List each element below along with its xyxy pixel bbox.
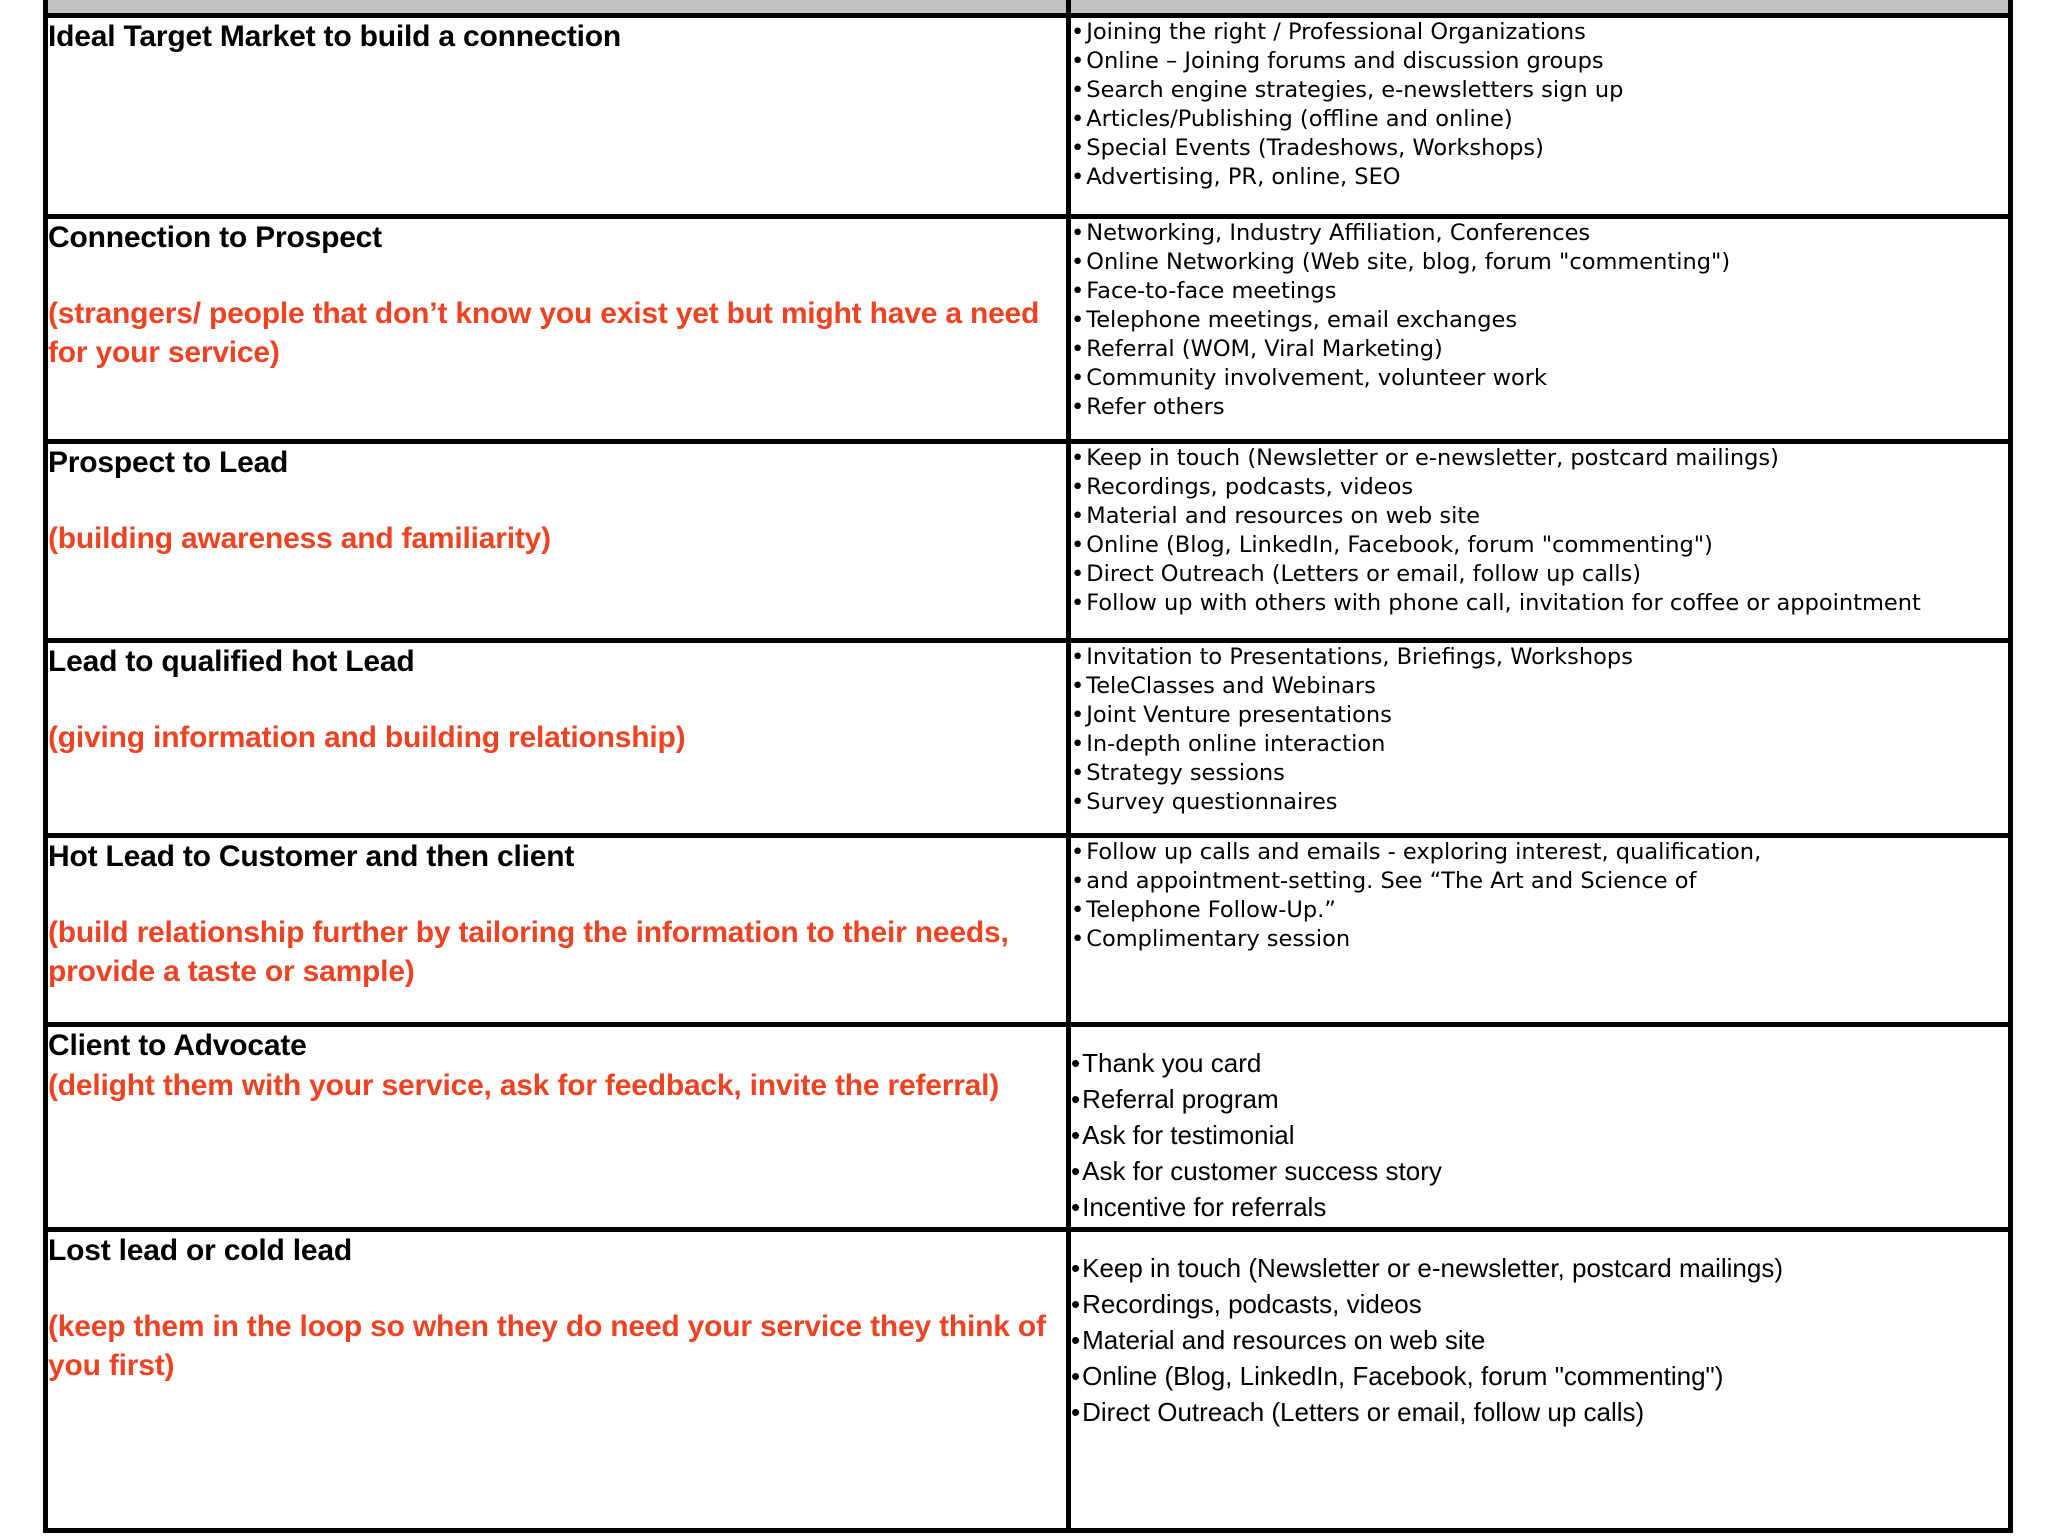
tactic-bullet: • Joint Venture presentations (1071, 701, 2008, 730)
tactic-bullet: • Online (Blog, LinkedIn, Facebook, forum "commenting") (1071, 531, 2008, 560)
stage-cell (46, 641, 1069, 836)
tactic-bullet: • Keep in touch (Newsletter or e-newsletter, postcard mailings) (1071, 444, 2008, 473)
tactics-cell (1069, 1025, 2011, 1230)
stage-title: Client to Advocate (48, 1029, 307, 1062)
stage-cell (46, 1025, 1069, 1230)
top-bar-row (46, 0, 2011, 16)
tactic-bullet: • Referral (WOM, Viral Marketing) (1071, 335, 2008, 364)
stage-cell (46, 1230, 1069, 1531)
tactic-bullet: • Ask for testimonial (1071, 1117, 2008, 1153)
tactic-bullet: • Articles/Publishing (offline and online) (1071, 105, 2008, 134)
tactics-cell (1069, 1230, 2011, 1531)
tactics-cell (1069, 836, 2011, 1025)
tactic-bullet: • Telephone Follow-Up.” (1071, 896, 2008, 925)
stage-cell (46, 217, 1069, 442)
tactic-bullet: • Material and resources on web site (1071, 502, 2008, 531)
stage-title: Connection to Prospect (48, 221, 382, 254)
tactic-bullet: • Direct Outreach (Letters or email, follow up calls) (1071, 560, 2008, 589)
table-row (46, 641, 2011, 836)
tactics-cell (1069, 217, 2011, 442)
tactic-bullet: • Advertising, PR, online, SEO (1071, 163, 2008, 192)
stage-cell (46, 16, 1069, 217)
tactic-bullet: • Networking, Industry Affiliation, Conferences (1071, 219, 2008, 248)
tactic-bullet: • Keep in touch (Newsletter or e-newsletter, postcard mailings) (1071, 1250, 2008, 1286)
marketing-funnel-table (43, 0, 2013, 1533)
stage-cell (46, 442, 1069, 641)
table-row (46, 16, 2011, 217)
table-row (46, 1025, 2011, 1230)
tactic-bullet: • Incentive for referrals (1071, 1189, 2008, 1225)
tactic-bullet: • and appointment-setting. See “The Art and Science of (1071, 867, 2008, 896)
tactic-bullet: • Online – Joining forums and discussion groups (1071, 47, 2008, 76)
table-row (46, 1230, 2011, 1531)
tactic-bullet: • Invitation to Presentations, Briefings, Workshops (1071, 643, 2008, 672)
tactic-bullet: • Thank you card (1071, 1045, 2008, 1081)
tactic-bullet: • Special Events (Tradeshows, Workshops) (1071, 134, 2008, 163)
tactic-bullet: • Community involvement, volunteer work (1071, 364, 2008, 393)
stage-subtitle: (delight them with your service, ask for feedback, invite the referral) (48, 1069, 1000, 1102)
tactics-cell (1069, 442, 2011, 641)
tactics-cell (1069, 641, 2011, 836)
stage-subtitle: (building awareness and familiarity) (48, 522, 551, 555)
tactic-bullet: • Online Networking (Web site, blog, forum "commenting") (1071, 248, 2008, 277)
tactic-bullet: • Recordings, podcasts, videos (1071, 473, 2008, 502)
stage-cell (46, 836, 1069, 1025)
tactic-bullet: • Search engine strategies, e-newsletters sign up (1071, 76, 2008, 105)
stage-title: Prospect to Lead (48, 446, 289, 479)
tactic-bullet: • Follow up with others with phone call, invitation for coffee or appointment (1071, 589, 2008, 618)
tactic-bullet: • Telephone meetings, email exchanges (1071, 306, 2008, 335)
stage-subtitle: (keep them in the loop so when they do need your service they think of you first) (48, 1310, 1046, 1382)
tactic-bullet: • Face-to-face meetings (1071, 277, 2008, 306)
tactic-bullet: • In-depth online interaction (1071, 730, 2008, 759)
tactic-bullet: • Direct Outreach (Letters or email, follow up calls) (1071, 1394, 2008, 1430)
tactic-bullet: • Joining the right / Professional Organizations (1071, 18, 2008, 47)
table-row (46, 442, 2011, 641)
tactic-bullet: • Refer others (1071, 393, 2008, 422)
tactic-bullet: • TeleClasses and Webinars (1071, 672, 2008, 701)
table-row (46, 836, 2011, 1025)
top-bar-left-cell (46, 0, 1069, 16)
tactics-cell (1069, 16, 2011, 217)
table-row (46, 217, 2011, 442)
stage-title: Lost lead or cold lead (48, 1234, 352, 1267)
tactic-bullet: • Strategy sessions (1071, 759, 2008, 788)
tactic-bullet: • Ask for customer success story (1071, 1153, 2008, 1189)
tactic-bullet: • Complimentary session (1071, 925, 2008, 954)
stage-subtitle: (giving information and building relationship) (48, 721, 686, 754)
top-bar-right-cell (1069, 0, 2011, 16)
tactic-bullet: • Recordings, podcasts, videos (1071, 1286, 2008, 1322)
tactic-bullet: • Follow up calls and emails - exploring interest, qualification, (1071, 838, 2008, 867)
tactic-bullet: • Survey questionnaires (1071, 788, 2008, 817)
stage-title: Lead to qualified hot Lead (48, 645, 415, 678)
stage-subtitle: (build relationship further by tailoring the information to their needs, provide a taste or sample) (48, 916, 1009, 988)
stage-subtitle: (strangers/ people that don’t know you exist yet but might have a need for your service) (48, 297, 1040, 369)
stage-title: Ideal Target Market to build a connection (48, 20, 621, 53)
tactic-bullet: • Referral program (1071, 1081, 2008, 1117)
tactic-bullet: • Online (Blog, LinkedIn, Facebook, forum "commenting") (1071, 1358, 2008, 1394)
tactic-bullet: • Material and resources on web site (1071, 1322, 2008, 1358)
stage-title: Hot Lead to Customer and then client (48, 840, 575, 873)
